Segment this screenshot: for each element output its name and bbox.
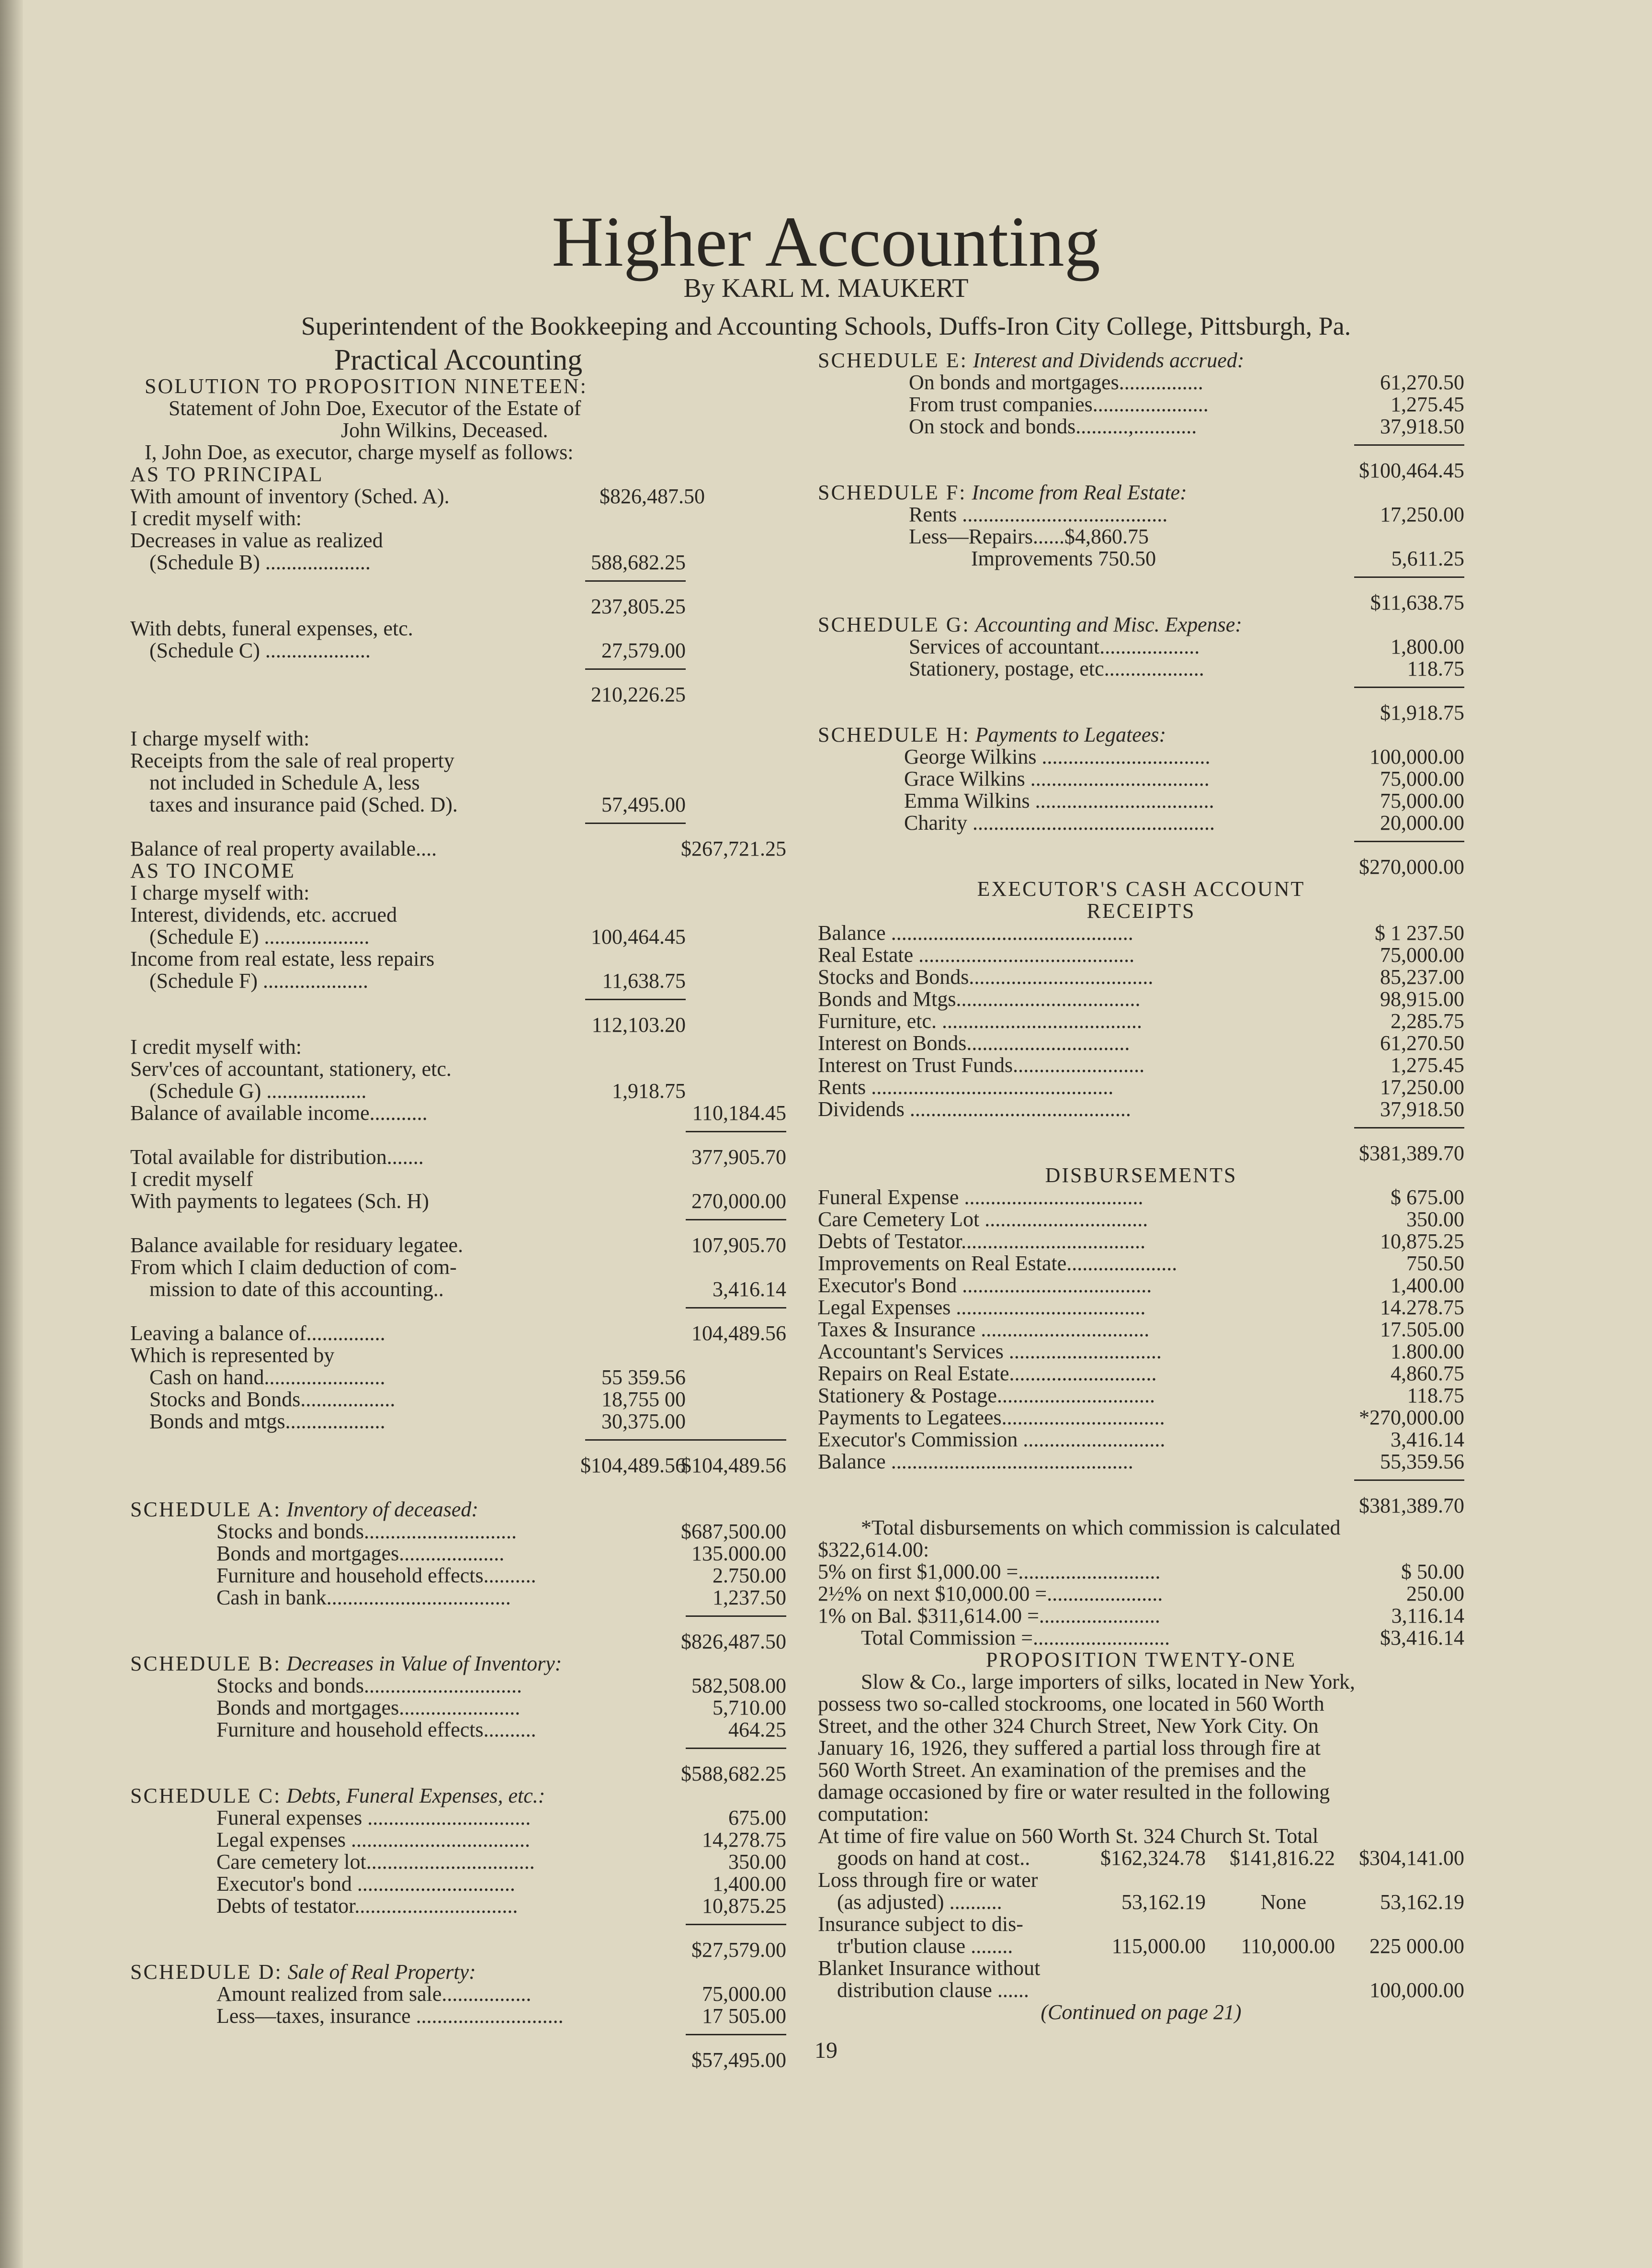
schedule-f-repairs: Less—Repairs......$4,860.75 <box>909 525 1149 548</box>
fire-table-row: Insurance subject to dis- <box>818 1912 1023 1936</box>
solution-title: SOLUTION TO PROPOSITION NINETEEN: <box>145 374 588 398</box>
ledger-row: Total available for distribution....... 377,905.70 <box>130 1145 786 1169</box>
disbursement-row: Payments to Legatees............................... *270,000.00 <box>818 1406 1464 1429</box>
charge-intro: I, John Doe, as executor, charge myself as follows: <box>145 440 574 464</box>
schedule-g-total: $1,918.75 <box>1380 701 1464 724</box>
statement-line: John Wilkins, Deceased. <box>341 418 548 442</box>
ledger-row <box>130 574 786 596</box>
receipt-row: Bonds and Mtgs................................... 98,915.00 <box>818 987 1464 1011</box>
receipts-title: RECEIPTS <box>1086 899 1196 923</box>
ledger-row: Cash on hand....................... 55 359.56 <box>149 1365 686 1389</box>
ledger-row: (Schedule C) .................... 27,579.00 <box>149 639 686 662</box>
schedule-c-header: SCHEDULE C: Debts, Funeral Expenses, etc.: <box>130 1784 545 1807</box>
receipt-row: Furniture, etc. ...................................... 2,285.75 <box>818 1009 1464 1033</box>
schedule-a-item: Furniture and household effects.......... 2.750.00 <box>216 1564 786 1587</box>
schedule-h-item: George Wilkins ................................ 100,000.00 <box>904 745 1464 768</box>
commission-note: *Total disbursements on which commission is calculated <box>861 1516 1341 1539</box>
section-title: Practical Accounting <box>334 344 583 376</box>
commission-row: 5% on first $1,000.00 =........................... $ 50.00 <box>818 1560 1464 1583</box>
page-number: 19 <box>815 2038 837 2063</box>
statement-line: Statement of John Doe, Executor of the Estate of <box>169 396 581 420</box>
ledger-row: I credit myself with: <box>130 507 302 530</box>
ledger-row: Stocks and Bonds.................. 18,755 00 <box>149 1388 686 1411</box>
ledger-row <box>130 662 786 684</box>
ledger-row: not included in Schedule A, less <box>149 771 420 794</box>
schedule-g-header: SCHEDULE G: Accounting and Misc. Expense: <box>818 613 1242 636</box>
schedule-c-item: Executor's bond .............................. 1,400.00 <box>216 1872 786 1896</box>
ledger-row: 210,226.25 <box>591 683 686 706</box>
schedule-a-item: Bonds and mortgages.................... 135.000.00 <box>216 1542 786 1565</box>
proposition-text: Slow & Co., large importers of silks, located in New York, possess two so-called stockrooms, one located in 560 Worth Street, and the other 324 Church Street, New York City. On January 16, 1926, they suffered a partial loss through fire at 560 Worth Street. An examination of the premises and the damage occasioned by fire or water resulted in the following computation: <box>818 1670 1355 1826</box>
schedule-c-total: $27,579.00 <box>691 1938 786 1962</box>
principal-header: AS TO PRINCIPAL <box>130 463 324 486</box>
receipt-row: Dividends .......................................... 37,918.50 <box>818 1097 1464 1121</box>
schedule-g-item: Services of accountant................... 1,800.00 <box>909 635 1464 658</box>
receipt-row: Balance .............................................. $ 1 237.50 <box>818 921 1464 945</box>
schedule-h-total: $270,000.00 <box>1359 855 1464 879</box>
ledger-row: From which I claim deduction of com- <box>130 1255 457 1279</box>
ledger-row: Interest, dividends, etc. accrued <box>130 903 397 926</box>
continued-note: (Continued on page 21) <box>1041 2000 1242 2024</box>
commission-total: Total Commission =.......................... $3,416.14 <box>861 1626 1464 1649</box>
receipt-row: Rents .............................................. 17,250.00 <box>818 1075 1464 1099</box>
schedule-h-item: Charity .............................................. 20,000.00 <box>904 811 1464 835</box>
disbursements-title: DISBURSEMENTS <box>1045 1163 1237 1187</box>
proposition-title: PROPOSITION TWENTY-ONE <box>985 1648 1297 1671</box>
schedule-e-item: From trust companies...................... 1,275.45 <box>909 393 1464 416</box>
schedule-h-item: Grace Wilkins .................................. 75,000.00 <box>904 767 1464 790</box>
ledger-row: Which is represented by <box>130 1343 335 1367</box>
schedule-d-item: Amount realized from sale................. 75,000.00 <box>216 1982 786 2006</box>
ledger-row <box>130 1433 786 1455</box>
ledger-row <box>130 1124 786 1146</box>
left-column <box>130 345 786 2071</box>
schedule-b-item: Stocks and bonds.............................. 582,508.00 <box>216 1674 786 1697</box>
disbursement-row: Debts of Testator................................... 10,875.25 <box>818 1230 1464 1253</box>
schedule-g-item: Stationery, postage, etc................... 118.75 <box>909 657 1464 680</box>
ledger-row: I credit myself with: <box>130 1035 302 1059</box>
disbursement-row: Executor's Commission ........................... 3,416.14 <box>818 1428 1464 1451</box>
schedule-e-item: On stock and bonds..........,............ 37,918.50 <box>909 415 1464 438</box>
fire-table-row: Blanket Insurance without <box>818 1956 1041 1980</box>
disbursement-row: Funeral Expense .................................. $ 675.00 <box>818 1185 1464 1209</box>
schedule-h-item: Emma Wilkins .................................. 75,000.00 <box>904 789 1464 812</box>
receipt-row: Stocks and Bonds................................... 85,237.00 <box>818 965 1464 989</box>
ledger-row: (Schedule B) .................... 588,682.25 <box>149 551 686 574</box>
schedule-c-item: Care cemetery lot................................ 350.00 <box>216 1850 786 1873</box>
schedule-c-item: Debts of testator............................... 10,875.25 <box>216 1894 786 1918</box>
cash-account-title: EXECUTOR'S CASH ACCOUNT <box>977 877 1305 901</box>
ledger-row: Balance available for residuary legatee. 107,905.70 <box>130 1233 786 1257</box>
disbursement-row: Repairs on Real Estate............................ 4,860.75 <box>818 1362 1464 1385</box>
ledger-row: Receipts from the sale of real property <box>130 749 454 772</box>
fire-table-row: goods on hand at cost.. $162,324.78 $141,816.22 $304,141.00 <box>837 1846 1464 1870</box>
fire-table-row: (as adjusted) .......... 53,162.19 None 53,162.19 <box>837 1890 1464 1914</box>
disbursement-row: Accountant's Services ............................. 1.800.00 <box>818 1340 1464 1363</box>
right-column <box>818 350 1464 2023</box>
ledger-row: Bonds and mtgs................... 30,375.00 <box>149 1410 686 1433</box>
ledger-total-row: $104,489.56 $104,489.56 <box>580 1454 786 1477</box>
ledger-row: Balance of available income........... 110,184.45 <box>130 1101 786 1125</box>
ledger-row: mission to date of this accounting.. 3,416.14 <box>149 1277 786 1301</box>
schedule-e-header: SCHEDULE E: Interest and Dividends accrued: <box>818 349 1245 372</box>
schedule-a-total: $826,487.50 <box>681 1630 786 1653</box>
schedule-b-total: $588,682.25 <box>681 1762 786 1785</box>
schedule-b-item: Bonds and mortgages....................... 5,710.00 <box>216 1696 786 1719</box>
ledger-row: taxes and insurance paid (Sched. D). 57,495.00 <box>149 793 686 816</box>
schedule-b-item: Furniture and household effects.......... 464.25 <box>216 1718 786 1741</box>
disbursement-row: Improvements on Real Estate..................... 750.50 <box>818 1252 1464 1275</box>
author-affiliation: Superintendent of the Bookkeeping and Accounting Schools, Duffs-Iron City College, Pittsburgh, Pa. <box>301 312 1351 340</box>
commission-row: 1% on Bal. $311,614.00 =....................... 3,116.14 <box>818 1604 1464 1627</box>
receipts-total: $381,389.70 <box>1359 1141 1464 1165</box>
ledger-row <box>130 1300 786 1322</box>
schedule-a-item: Stocks and bonds............................. $687,500.00 <box>216 1520 786 1543</box>
ledger-row <box>130 816 786 838</box>
ledger-row: Serv'ces of accountant, stationery, etc. <box>130 1057 452 1081</box>
ledger-row: With debts, funeral expenses, etc. <box>130 617 413 640</box>
ledger-row: 112,103.20 <box>591 1013 686 1037</box>
schedule-f-improvements: Improvements 750.50 5,611.25 <box>971 547 1464 570</box>
ledger-row: I charge myself with: <box>130 881 310 904</box>
disbursement-row: Stationery & Postage.............................. 118.75 <box>818 1384 1464 1407</box>
schedule-c-item: Funeral expenses ............................... 675.00 <box>216 1806 786 1829</box>
ledger-row: With payments to legatees (Sch. H) 270,000.00 <box>130 1189 786 1213</box>
ledger-row: I charge myself with: <box>130 727 310 750</box>
disbursement-row: Care Cemetery Lot ............................... 350.00 <box>818 1207 1464 1231</box>
ledger-row: (Schedule F) .................... 11,638.75 <box>149 969 686 993</box>
schedule-f-rents: Rents ....................................... 17,250.00 <box>909 503 1464 526</box>
schedule-e-total: $100,464.45 <box>1359 459 1464 482</box>
ledger-row: With amount of inventory (Sched. A). $826,487.50 <box>130 485 705 508</box>
ledger-row: Leaving a balance of............... 104,489.56 <box>130 1321 786 1345</box>
schedule-e-item: On bonds and mortgages................ 61,270.50 <box>909 371 1464 394</box>
disbursement-row: Executor's Bond .................................... 1,400.00 <box>818 1274 1464 1297</box>
byline: By KARL M. MAUKERT <box>683 273 969 303</box>
schedule-h-header: SCHEDULE H: Payments to Legatees: <box>818 723 1166 746</box>
ledger-row <box>130 1212 786 1234</box>
schedule-f-header: SCHEDULE F: Income from Real Estate: <box>818 481 1187 504</box>
schedule-d-header: SCHEDULE D: Sale of Real Property: <box>130 1960 476 1984</box>
schedule-f-total: $11,638.75 <box>1370 591 1464 614</box>
fire-table-head: At time of fire value on 560 Worth St. 324 Church St. Total <box>818 1824 1319 1848</box>
disbursement-row: Legal Expenses .................................... 14.278.75 <box>818 1296 1464 1319</box>
ledger-row: Decreases in value as realized <box>130 529 383 552</box>
receipt-row: Interest on Trust Funds......................... 1,275.45 <box>818 1053 1464 1077</box>
ledger-row: 237,805.25 <box>591 595 686 618</box>
schedule-a-item: Cash in bank................................... 1,237.50 <box>216 1586 786 1609</box>
receipt-row: Real Estate ......................................... 75,000.00 <box>818 943 1464 967</box>
disbursements-total: $381,389.70 <box>1359 1494 1464 1517</box>
commission-note: $322,614.00: <box>818 1538 929 1561</box>
ledger-row: I credit myself <box>130 1167 253 1191</box>
commission-row: 2½% on next $10,000.00 =...................... 250.00 <box>818 1582 1464 1605</box>
fire-table-row: Loss through fire or water <box>818 1868 1038 1892</box>
ledger-row: (Schedule E) .................... 100,464.45 <box>149 925 686 948</box>
disbursement-row: Taxes & Insurance ................................ 17.505.00 <box>818 1318 1464 1341</box>
receipt-row: Interest on Bonds............................... 61,270.50 <box>818 1031 1464 1055</box>
schedule-c-item: Legal expenses .................................. 14,278.75 <box>216 1828 786 1851</box>
income-header: AS TO INCOME <box>130 859 295 882</box>
article-title: Higher Accounting <box>552 202 1100 282</box>
fire-table-row: tr'bution clause ........ 115,000.00 110,000.00 225 000.00 <box>837 1934 1464 1958</box>
disbursement-row: Balance .............................................. 55,359.56 <box>818 1450 1464 1473</box>
schedule-d-item: Less—taxes, insurance ............................ 17 505.00 <box>216 2004 786 2028</box>
schedule-a-header: SCHEDULE A: Inventory of deceased: <box>130 1498 479 1521</box>
schedule-d-total: $57,495.00 <box>691 2048 786 2072</box>
ledger-row: Balance of real property available.... $267,721.25 <box>130 837 786 860</box>
ledger-row <box>130 992 786 1014</box>
fire-table-row: distribution clause ...... 100,000.00 <box>837 1978 1464 2002</box>
schedule-b-header: SCHEDULE B: Decreases in Value of Inventory: <box>130 1652 562 1675</box>
ledger-row: Income from real estate, less repairs <box>130 947 435 970</box>
ledger-row: (Schedule G) ................... 1,918.75 <box>149 1079 686 1103</box>
